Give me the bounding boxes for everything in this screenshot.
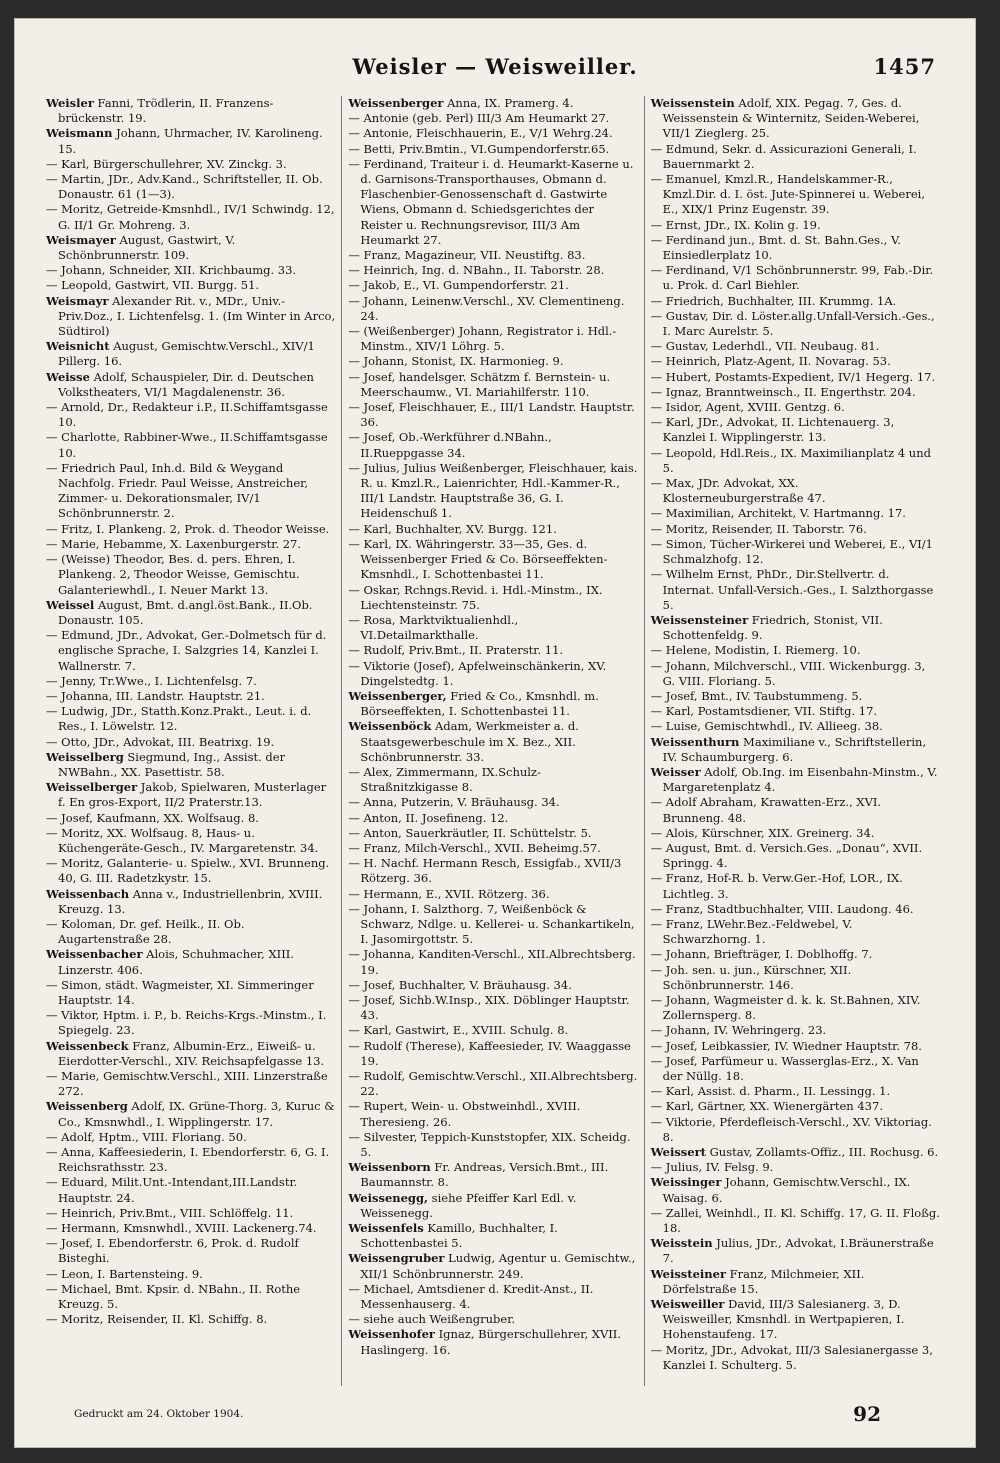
directory-entry: — Julius, IV. Felsg. 9. [650, 1160, 774, 1175]
directory-entry: — Julius, Julius Weißenberger, Fleischhauer, kais. R. u. Kmzl.R., Laienrichter, Hdl.-Kammer-R., III/1 Landstr. Hauptstraße 36, G. I. Heidenschuß 1. [348, 460, 638, 521]
entry-details: Anna v., Industriellenbrin, XVIII. Kreuzg. 13. [58, 886, 323, 916]
directory-entry: — Josef, handelsger. Schätzm f. Bernstein- u. Meerschaumw., VI. Mariahilferstr. 110. [348, 369, 611, 399]
directory-entry: — Oskar, Rchngs.Revid. i. Hdl.-Minstm., IX. Liechtensteinstr. 75. [348, 582, 603, 612]
entry-surname: Weissteiner [650, 1266, 727, 1281]
directory-entry: — Johann, Stonist, IX. Harmonieg. 9. [348, 354, 564, 369]
entry-surname: Weissenberger [348, 96, 444, 110]
directory-entry: — Edmund, Sekr. d. Assicurazioni Generali, I. Bauernmarkt 2. [650, 141, 917, 171]
directory-entry: — Ferdinand jun., Bmt. d. St. Bahn.Ges., V. Einsiedlerplatz 10. [650, 232, 901, 263]
directory-entry: — Josef, Sichb.W.Insp., XIX. Döblinger Hauptstr. 43. [348, 992, 630, 1023]
page-header [14, 54, 976, 94]
directory-entry: — Arnold, Dr., Redakteur i.P., II.Schiffamtsgasse 10. [46, 400, 328, 430]
directory-entry: — Luise, Gemischtwhdl., IV. Allieeg. 38. [650, 719, 883, 734]
directory-entry: — Maximilian, Architekt, V. Hartmanng. 17. [650, 506, 906, 521]
entry-surname: Weisnicht [46, 339, 110, 354]
directory-entry: — Hubert, Postamts-Expedient, IV/1 Hegerg. 17. [650, 369, 936, 384]
entry-surname: Weisse [46, 369, 90, 384]
directory-entry: — Michael, Amtsdiener d. Kredit-Anst., II. Messenhauserg. 4. [348, 1281, 594, 1312]
page-title: Weisler — Weisweiller. [352, 54, 638, 79]
directory-entry: — Heinrich, Ing. d. NBahn., II. Taborstr. 28. [348, 263, 605, 278]
directory-entry [348, 1327, 637, 1357]
directory-entry: — Viktorie (Josef), Apfelweinschänkerin, XV. Dingelstedtg. 1. [348, 658, 607, 688]
directory-entry: — Rosa, Marktviktualienhdl., VI.Detailmarkthalle. [348, 612, 519, 643]
directory-entry: — Josef, I. Ebendorferstr. 6, Prok. d. Rudolf Bisteghi. [46, 1236, 299, 1266]
entry-details: siehe Pfeiffer Karl Edl. v. Weissenegg. [360, 1190, 577, 1220]
print-date: Gedruckt am 24. Oktober 1904. [74, 1408, 244, 1420]
entry-details: Gustav, Zollamts-Offiz., III. Rochusg. 6. [705, 1145, 939, 1160]
directory-entry: — Karl, Gastwirt, E., XVIII. Schulg. 8. [348, 1023, 569, 1038]
column-left [40, 96, 341, 1386]
directory-entry: — Hermann, E., XVII. Rötzerg. 36. [348, 886, 550, 901]
directory-entry: — Antonie, Fleischhauerin, E., V/1 Wehrg.24. [348, 126, 613, 141]
entry-details: August, Gastwirt, V. Schönbrunnerstr. 109. [58, 232, 236, 263]
directory-entry: — Moritz, XX. Wolfsaug. 8, Haus- u. Küchengeräte-Gesch., IV. Margaretenstr. 34. [46, 825, 319, 855]
directory-entry: — Karl, Assist. d. Pharm., II. Lessingg. 1. [650, 1084, 891, 1099]
directory-entry: — Simon, städt. Wagmeister, XI. Simmeringer Hauptstr. 14. [46, 977, 314, 1007]
entry-surname: Weissengruber [348, 1251, 445, 1266]
directory-entry: — Moritz, Getreide-Kmsnhdl., IV/1 Schwindg. 12, G. II/1 Gr. Mohreng. 3. [46, 202, 335, 232]
directory-entry [46, 126, 335, 156]
entry-surname: Weissenegg, [348, 1190, 429, 1205]
directory-entry: — Moritz, Galanterie- u. Spielw., XVI. Brunneng. 40, G. III. Radetzkystr. 15. [46, 856, 330, 886]
directory-entry: — siehe auch Weißengruber. [348, 1312, 516, 1327]
directory-entry [46, 294, 335, 340]
directory-entry [651, 1145, 940, 1160]
directory-entry [651, 1236, 940, 1266]
directory-entry: — Helene, Modistin, I. Riemerg. 10. [650, 643, 861, 658]
column-right [644, 96, 946, 1386]
directory-entry [46, 339, 335, 369]
directory-entry: — Marie, Gemischtw.Verschl., XIII. Linzerstraße 272. [46, 1069, 328, 1099]
directory-entry [348, 96, 637, 111]
directory-entry: — Ernst, JDr., IX. Kolin g. 19. [650, 217, 821, 232]
directory-entry: — (Weisse) Theodor, Bes. d. pers. Ehren, I. Plankeng. 2, Theodor Weisse, Gemischtu. Galanteriewhdl., I. Neuer Markt 13. [46, 552, 300, 597]
entry-details: Alexander Rit. v., MDr., Univ.-Priv.Doz., I. Lichtenfelsg. 1. (Im Winter in Arco, Südtirol) [58, 293, 336, 339]
entry-details: Fr. Andreas, Versich.Bmt., III. Baumannstr. 8. [360, 1160, 609, 1190]
directory-entry: — Max, JDr. Advokat, XX. Klosterneuburgerstraße 47. [650, 476, 826, 506]
entry-surname: Weisstein [650, 1236, 713, 1251]
directory-entry [348, 1191, 637, 1221]
directory-entry: — Josef, Parfümeur u. Wasserglas-Erz., X. Van der Nüllg. 18. [650, 1053, 919, 1083]
entry-details: Adolf, Ob.Ing. im Eisenbahn-Minstm., V. Margaretenplatz 4. [662, 764, 938, 795]
directory-entry: — Johann, Leinenw.Verschl., XV. Clementineng. 24. [348, 293, 625, 323]
directory-entry [46, 750, 335, 780]
entry-details: Adolf, IX. Grüne-Thorg. 3, Kuruc & Co., Kmsnwhdl., I. Wipplingerstr. 17. [58, 1099, 335, 1129]
directory-entry: — Leon, I. Bartensteing. 9. [46, 1266, 203, 1281]
directory-entry: — Alois, Kürschner, XIX. Greinerg. 34. [650, 825, 875, 840]
directory-entry: — Koloman, Dr. gef. Heilk., II. Ob. Augartenstraße 28. [46, 916, 245, 947]
directory-entry: — Franz, Magazineur, VII. Neustiftg. 83. [348, 248, 586, 263]
column-middle [341, 96, 643, 1386]
entry-surname: Weissenstein [650, 96, 735, 110]
directory-entry: — H. Nachf. Hermann Resch, Essigfab., XVII/3 Rötzerg. 36. [348, 856, 622, 886]
directory-entry: — Moritz, Reisender, II. Kl. Schiffg. 8. [46, 1312, 268, 1327]
entry-details: Franz, Albumin-Erz., Eiweiß- u. Eierdotter-Verschl., XIV. Reichsapfelgasse 13. [58, 1038, 325, 1068]
directory-entry: — Wilhelm Ernst, PhDr., Dir.Stellvertr. d. Internat. Unfall-Versich.-Ges., I. Salzthorgasse 5. [650, 567, 934, 612]
entry-surname: Weisler [46, 96, 94, 110]
directory-entry [651, 1297, 940, 1343]
entry-surname: Weisweiller [650, 1297, 725, 1312]
directory-entry: — Johann, Schneider, XII. Krichbaumg. 33. [46, 263, 297, 278]
directory-entry: — Rudolf, Priv.Bmt., II. Praterstr. 11. [348, 643, 564, 658]
entry-details: Julius, JDr., Advokat, I.Bräunerstraße 7. [662, 1236, 934, 1266]
directory-entry: — Johann, I. Salzthorg. 7, Weißenböck & Schwarz, Ndlge. u. Kellerei- u. Schankartikeln, I. Jasomirgottstr. 5. [348, 901, 635, 947]
directory-entry [46, 780, 335, 810]
directory-entry [46, 1099, 335, 1129]
directory-entry: — Johanna, III. Landstr. Hauptstr. 21. [46, 688, 265, 703]
directory-entry: — Leopold, Hdl.Reis., IX. Maximilianplatz 4 und 5. [650, 445, 931, 475]
directory-entry [46, 887, 335, 917]
directory-entry: — Antonie (geb. Perl) III/3 Am Heumarkt 27. [348, 111, 610, 126]
entry-surname: Weissensteiner [650, 612, 749, 627]
directory-entry: — Johann, Milchverschl., VIII. Wickenburgg. 3, G. VIII. Floriang. 5. [650, 658, 926, 688]
directory-entry: — Ignaz, Branntweinsch., II. Engerthstr. 204. [650, 384, 916, 399]
directory-entry: — Fritz, I. Plankeng. 2, Prok. d. Theodor Weisse. [46, 521, 330, 536]
entry-surname: Weisselberger [46, 780, 138, 795]
directory-entry: — (Weißenberger) Johann, Registrator i. Hdl.-Minstm., XIV/1 Löhrg. 5. [348, 324, 617, 354]
entry-surname: Weisselberg [46, 749, 124, 764]
directory-entry: — Charlotte, Rabbiner-Wwe., II.Schiffamtsgasse 10. [46, 430, 328, 460]
entry-surname: Weissinger [650, 1175, 722, 1190]
directory-entry: — Heinrich, Platz-Agent, II. Novarag. 53. [650, 354, 891, 369]
directory-entry: — Rudolf, Gemischtw.Verschl., XII.Albrechtsberg. 22. [348, 1069, 638, 1099]
directory-entry: — Josef, Leibkassier, IV. Wiedner Hauptstr. 78. [650, 1038, 922, 1053]
directory-entry [348, 689, 637, 719]
entry-details: Johann, Gemischtw.Verschl., IX. Waisag. 6. [662, 1175, 911, 1205]
entry-surname: Weissenbach [46, 886, 130, 901]
directory-entry [651, 613, 940, 643]
directory-entry: — Franz, LWehr.Bez.-Feldwebel, V. Schwarzhorng. 1. [650, 916, 853, 947]
directory-entry: — Marie, Hebamme, X. Laxenburgerstr. 27. [46, 536, 302, 551]
sheet-signature: 92 [853, 1402, 881, 1426]
directory-entry: — Anna, Kaffeesiederin, I. Ebendorferstr. 6, G. I. Reichsrathsstr. 23. [46, 1145, 330, 1175]
entry-surname: Weismann [46, 126, 113, 141]
entry-details: Ludwig, Agentur u. Gemischtw., XII/1 Schönbrunnerstr. 249. [360, 1251, 636, 1281]
entry-surname: Weissenhofer [348, 1327, 435, 1342]
directory-entry: — Karl, Postamtsdiener, VII. Stiftg. 17. [650, 704, 878, 719]
directory-entry [348, 1160, 637, 1190]
directory-entry [651, 735, 940, 765]
directory-entry: — Zallei, Weinhdl., II. Kl. Schiffg. 17, G. II. Floßg. 18. [650, 1205, 940, 1236]
directory-entry: — Friedrich Paul, Inh.d. Bild & Weygand Nachfolg. Friedr. Paul Weisse, Anstreicher, Zimmer- u. Dekorationsmaler, IV/1 Schönbrunnerstr. 2. [46, 460, 309, 521]
directory-entry [348, 719, 637, 765]
directory-entry: — Josef, Ob.-Werkführer d.NBahn., II.Rueppgasse 34. [348, 430, 552, 460]
entry-surname: Weissenböck [348, 719, 432, 734]
entry-details: Fried & Co., Kmsnhdl. m. Börseeffekten, I. Schottenbastei 11. [360, 688, 599, 719]
directory-entry: — Gustav, Dir. d. Löster.allg.Unfall-Versich.-Ges., I. Marc Aurelstr. 5. [650, 308, 935, 339]
directory-entry: — Ferdinand, V/1 Schönbrunnerstr. 99, Fab.-Dir. u. Prok. d. Carl Biehler. [650, 263, 934, 293]
entry-surname: Weissenberger, [348, 688, 447, 703]
directory-entry: — Martin, JDr., Adv.Kand., Schriftsteller, II. Ob. Donaustr. 61 (1—3). [46, 172, 323, 202]
entry-details: Jakob, Spielwaren, Musterlager f. En gros-Export, II/2 Praterstr.13. [58, 780, 327, 810]
entry-surname: Weisser [650, 764, 701, 779]
entry-surname: Weissenthurn [650, 734, 740, 749]
directory-entry: — Rudolf (Therese), Kaffeesieder, IV. Waaggasse 19. [348, 1038, 631, 1068]
entry-details: Fanni, Trödlerin, II. Franzens-brückenstr. 19. [58, 96, 274, 126]
directory-entry: — Viktor, Hptm. i. P., b. Reichs-Krgs.-Minstm., I. Spiegelg. 23. [46, 1008, 327, 1038]
directory-entry: — Rupert, Wein- u. Obstweinhdl., XVIII. Theresieng. 26. [348, 1099, 581, 1129]
directory-entry [651, 1267, 940, 1297]
directory-entry: — Jenny, Tr.Wwe., I. Lichtenfelsg. 7. [46, 673, 257, 688]
directory-entry: — Johann, Briefträger, I. Doblhoffg. 7. [650, 947, 873, 962]
directory-entry [46, 370, 335, 400]
directory-entry: — Ferdinand, Traiteur i. d. Heumarkt-Kaserne u. d. Garnisons-Transporthauses, Obmann d. Flaschenbier-Genossenschaft d. Gastwirte Wiens, Obmann d. Schiedsgerichtes der Reister u. Rechnungsrevisor, III/3 Am Heumarkt 27. [348, 156, 634, 247]
directory-entry: — Isidor, Agent, XVIII. Gentzg. 6. [650, 400, 845, 415]
entry-details: Adolf, Schauspieler, Dir. d. Deutschen Volkstheaters, VI/1 Magdalenenstr. 36. [58, 369, 314, 399]
directory-entry: — Franz, Hof-R. b. Verw.Ger.-Hof, LOR., IX. Lichtleg. 3. [650, 871, 903, 901]
entry-details: Johann, Uhrmacher, IV. Karolineng. 15. [58, 126, 323, 156]
entry-details: Maximiliane v., Schriftstellerin, IV. Schaumburgerg. 6. [662, 734, 927, 764]
directory-entry: — Anton, II. Josefineng. 12. [348, 810, 509, 825]
directory-entry: — Anna, Putzerin, V. Bräuhausg. 34. [348, 795, 560, 810]
directory-entry: — Heinrich, Priv.Bmt., VIII. Schlöffelg. 11. [46, 1205, 294, 1220]
directory-entry [651, 96, 940, 142]
directory-entry: — Otto, JDr., Advokat, III. Beatrixg. 19. [46, 734, 275, 749]
directory-entry: — Eduard, Milit.Unt.-Intendant,III.Landstr. Hauptstr. 24. [46, 1175, 298, 1205]
directory-entry: — Michael, Bmt. Kpsir. d. NBahn., II. Rothe Kreuzg. 5. [46, 1281, 301, 1312]
directory-entry: — August, Bmt. d. Versich.Ges. „Donau“, XVII. Springg. 4. [650, 840, 923, 871]
entry-surname: Weissenbacher [46, 947, 143, 962]
directory-entry: — Hermann, Kmsnwhdl., XVIII. Lackenerg.74. [46, 1221, 317, 1236]
directory-entry: — Anton, Sauerkräutler, II. Schüttelstr. 5. [348, 825, 592, 840]
directory-entry [348, 1251, 637, 1281]
directory-entry: — Joh. sen. u. jun., Kürschner, XII. Schönbrunnerstr. 146. [650, 962, 852, 992]
directory-entry: — Ludwig, JDr., Statth.Konz.Prakt., Leut. i. d. Res., I. Löwelstr. 12. [46, 704, 312, 734]
directory-entry: — Johanna, Kanditen-Verschl., XII.Albrechtsberg. 19. [348, 947, 636, 977]
directory-page [14, 18, 976, 1448]
directory-entry: — Edmund, JDr., Advokat, Ger.-Dolmetsch für d. englische Sprache, I. Salzgries 14, Kanzlei I. Wallnerstr. 7. [46, 628, 327, 673]
directory-entry [46, 1039, 335, 1069]
entry-surname: Weissenberg [46, 1099, 128, 1114]
directory-entry: — Gustav, Lederhdl., VII. Neubaug. 81. [650, 339, 880, 354]
directory-entry: — Viktorie, Pferdefleisch-Verschl., XV. Viktoriag. 8. [650, 1114, 932, 1144]
entry-details: August, Gemischtw.Verschl., XIV/1 Pillerg. 16. [58, 339, 315, 369]
directory-entry: — Johann, Wagmeister d. k. k. St.Bahnen, XIV. Zollernsperg. 8. [650, 992, 921, 1023]
directory-entry: — Betti, Priv.Bmtin., VI.Gumpendorferstr.65. [348, 141, 610, 156]
entry-details: Ignaz, Bürgerschullehrer, XVII. Haslingerg. 16. [360, 1327, 622, 1357]
directory-entry: — Alex, Zimmermann, IX.Schulz-Straßnitzkigasse 8. [348, 764, 541, 795]
entry-details: Franz, Milchmeier, XII. Dörfelstraße 15. [662, 1266, 865, 1296]
entry-surname: Weissenbeck [46, 1038, 129, 1053]
directory-entry: — Josef, Kaufmann, XX. Wolfsaug. 8. [46, 810, 259, 825]
entry-details: Adolf, XIX. Pegag. 7, Ges. d. Weissenstein & Winternitz, Seiden-Weberei, VII/1 Zieglerg. 25. [662, 96, 920, 141]
directory-entry: — Karl, Gärtner, XX. Wienergärten 437. [650, 1099, 883, 1114]
entry-surname: Weismayr [46, 293, 109, 308]
directory-entry [651, 1175, 940, 1205]
entry-details: Adam, Werkmeister a. d. Staatsgewerbeschule im X. Bez., XII. Schönbrunnerstr. 33. [360, 719, 579, 764]
directory-entry: — Jakob, E., VI. Gumpendorferstr. 21. [348, 278, 569, 293]
directory-entry: — Adolf, Hptm., VIII. Floriang. 50. [46, 1129, 247, 1144]
page-number: 1457 [873, 54, 936, 79]
directory-entry [46, 233, 335, 263]
directory-entry [46, 598, 335, 628]
columns-container [40, 96, 946, 1386]
entry-surname: Weissenfels [348, 1221, 424, 1236]
directory-entry: — Karl, Buchhalter, XV. Burgg. 121. [348, 521, 557, 536]
directory-entry: — Karl, Bürgerschullehrer, XV. Zinckg. 3. [46, 156, 287, 171]
entry-details: Siegmund, Ing., Assist. der NWBahn., XX. Pasettistr. 58. [58, 749, 286, 779]
entry-details: Kamillo, Buchhalter, I. Schottenbastei 5. [360, 1221, 558, 1251]
directory-entry: — Karl, IX. Währingerstr. 33—35, Ges. d. Weissenberger Fried & Co. Börseeffekten-Kmsnhdl., I. Schottenbastei 11. [348, 536, 608, 582]
entry-surname: Weismayer [46, 232, 116, 247]
entry-details: David, III/3 Salesianerg. 3, D. Weisweiller, Kmsnhdl. in Wertpapieren, I. Hohenstaufeng. 17. [662, 1297, 905, 1342]
entry-surname: Weissert [650, 1145, 706, 1160]
entry-details: Friedrich, Stonist, VII. Schottenfeldg. 9. [662, 612, 883, 643]
directory-entry: — Moritz, Reisender, II. Taborstr. 76. [650, 521, 867, 536]
directory-entry [348, 1221, 637, 1251]
entry-surname: Weissenborn [348, 1160, 431, 1175]
entry-details: Alois, Schuhmacher, XIII. Linzerstr. 406. [58, 947, 294, 977]
entry-surname: Weissel [46, 597, 95, 612]
directory-entry [46, 947, 335, 977]
entry-details: Anna, IX. Pramerg. 4. [443, 96, 574, 110]
directory-entry: — Silvester, Teppich-Kunststopfer, XIX. Scheidg. 5. [348, 1129, 631, 1160]
directory-entry: — Franz, Milch-Verschl., XVII. Beheimg.57. [348, 840, 601, 855]
directory-entry: — Emanuel, Kmzl.R., Handelskammer-R., Kmzl.Dir. d. I. öst. Jute-Spinnerei u. Weberei, E., XIX/1 Prinz Eugenstr. 39. [650, 172, 925, 217]
directory-entry: — Simon, Tücher-Wirkerei und Weberei, E., VI/1 Schmalzhofg. 12. [650, 536, 933, 567]
directory-entry: — Franz, Stadtbuchhalter, VIII. Laudong. 46. [650, 901, 914, 916]
directory-entry: — Johann, IV. Wehringerg. 23. [650, 1023, 827, 1038]
directory-entry [46, 96, 335, 126]
directory-entry: — Moritz, JDr., Advokat, III/3 Salesianergasse 3, Kanzlei I. Schulterg. 5. [650, 1342, 933, 1372]
entry-details: August, Bmt. d.angl.öst.Bank., II.Ob. Donaustr. 105. [58, 597, 313, 627]
directory-entry: — Josef, Buchhalter, V. Bräuhausg. 34. [348, 977, 572, 992]
directory-entry: — Leopold, Gastwirt, VII. Burgg. 51. [46, 278, 260, 293]
directory-entry: — Josef, Bmt., IV. Taubstummeng. 5. [650, 688, 863, 703]
directory-entry: — Karl, JDr., Advokat, II. Lichtenauerg. 3, Kanzlei I. Wipplingerstr. 13. [650, 415, 895, 445]
directory-entry: — Friedrich, Buchhalter, III. Krummg. 1A. [650, 293, 897, 308]
directory-entry [651, 765, 940, 795]
directory-entry: — Josef, Fleischhauer, E., III/1 Landstr. Hauptstr. 36. [348, 400, 635, 430]
directory-entry: — Adolf Abraham, Krawatten-Erz., XVI. Brunneng. 48. [650, 795, 882, 825]
